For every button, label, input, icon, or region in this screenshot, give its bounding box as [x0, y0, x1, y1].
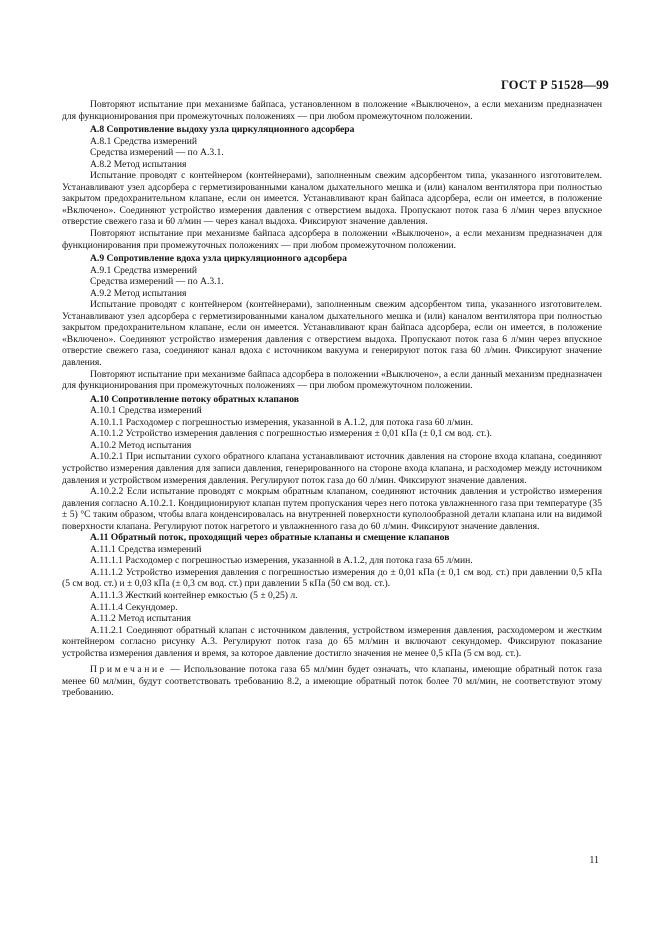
- subsection-line: Средства измерений — по А.3.1.: [90, 276, 224, 288]
- paragraph: Повторяют испытание при механизме байпаса, установленном в положение «Выключено», а если механизм предназначен для функционирования при промежуточных положениях — при любом промежуточном положении.: [62, 99, 602, 122]
- note-label: Примечание: [90, 664, 167, 676]
- subsection-line: А.10.1.1 Расходомер с погрешностью измерения, указанной в А.1.2, для потока газа 60 л/мин.: [90, 416, 473, 428]
- subsection-line: А.11.1.1 Расходомер с погрешностью измерения, указанной в А.1.2, для потока газа 65 л/мин.: [90, 555, 473, 567]
- paragraph: А.10.2.2 Если испытание проводят с мокрым обратным клапаном, соединяют источник давления и устройство измерения давления согласно А.10.2.1. Кондиционируют клапан путем пропускания через него потока увлажненного газа при температуре (35 ± 5) °С таким образом, чтобы влага конденсировалась на внутренней поверхности куполообразной детали клапана или на видимой поверхности клапана. Регулируют поток нагретого и увлажненного газа до 60 л/мин. Фиксируют значение давления.: [62, 486, 602, 532]
- section-heading-a11: А.11 Обратный поток, проходящий через обратные клапаны и смещение клапанов: [90, 532, 450, 544]
- subsection-line: А.8.2 Метод испытания: [90, 158, 187, 170]
- subsection-line: А.8.1 Средства измерений: [90, 135, 198, 147]
- section-heading-a8: А.8 Сопротивление выдоху узла циркуляционного адсорбера: [90, 124, 355, 136]
- paragraph: Повторяют испытание при механизме байпаса адсорбера в положении «Выключено», а если данный механизм предназначен для функционирования при промежуточных положениях — при любом промежуточном положении.: [62, 368, 602, 392]
- paragraph: А.11.1.2 Устройство измерения давления с погрешностью измерения до ± 0,01 кПа (± 0,1 см вод. ст.) при давлении 0,5 кПа (5 см вод. ст.) и ± 0,03 кПа (± 0,3 см вод. ст.) при давлении 5 кПа (50 см вод. ст.).: [62, 566, 602, 590]
- subsection-line: А.11.1 Средства измерений: [90, 543, 202, 555]
- paragraph: А.10.2.1 При испытании сухого обратного клапана устанавливают источник давления на стороне входа клапана, соединяют устройство измерения давления для записи давления, генерированного на стороне входа клапана, и расходомер между источником давления и устройством измерения давления. Регулируют поток газа до 60 л/мин. Фиксируют значение давления.: [62, 451, 602, 486]
- subsection-line: А.10.2 Метод испытания: [90, 439, 192, 451]
- standard-header: ГОСТ Р 51528—99: [500, 78, 609, 92]
- subsection-line: А.9.2 Метод испытания: [90, 287, 187, 299]
- paragraph: А.11.2.1 Соединяют обратный клапан с источником давления, устройством измерения давления, расходомером и жестким контейнером согласно рисунку А.3. Регулируют поток газа до 65 мл/мин и включают секундомер. Фиксируют показание устройства измерения давления и время, за которое давление достигло значения не менее 0,5 кПа (5 см вод. ст.).: [62, 624, 602, 659]
- section-heading-a9: А.9 Сопротивление вдоха узла циркуляционного адсорбера: [90, 253, 347, 265]
- subsection-line: А.10.1.2 Устройство измерения давления с погрешностью измерения ± 0,01 кПа (± 0,1 см вод. ст.).: [90, 428, 492, 440]
- subsection-line: А.10.1 Средства измерений: [90, 405, 202, 417]
- page-number: 11: [589, 855, 599, 866]
- paragraph: Повторяют испытание при механизме байпаса адсорбера в положении «Выключено», а если механизм предназначен для функционирования при промежуточных положениях — при любом промежуточном положении.: [62, 228, 602, 251]
- note-paragraph: [62, 664, 602, 699]
- subsection-line: А.11.2 Метод испытания: [90, 613, 191, 625]
- note-text: — Использование потока газа 65 мл/мин будет означать, что клапаны, имеющие обратный поток газа менее 60 мл/мин, будут соответствовать требованию 8.2, а имеющие обратный поток более 70 мл/мин, не соответствуют этому требованию.: [62, 664, 602, 699]
- subsection-line: А.11.1.4 Секундомер.: [90, 601, 178, 613]
- section-heading-a10: А.10 Сопротивление потоку обратных клапанов: [90, 393, 299, 405]
- subsection-line: Средства измерений — по А.3.1.: [90, 147, 224, 159]
- paragraph: Испытание проводят с контейнером (контейнерами), заполненным свежим адсорбентом типа, указанного изготовителем. Устанавливают узел адсорбера с герметизированными каналом дыхательного мешка и (или) каналом вентилятора при полностью закрытом предохранительном клапане, если он имеется. Устанавливают кран байпаса адсорбера, если он имеется, в положение «Включено». Соединяют устройство измерения давления с отверстием выдоха. Пропускают поток газа 6 л/мин через впускное отверстие свежего газа, соединяют канал вдоха с источником вакуума и генерируют поток газа 60 л/мин. Фиксируют значение давления.: [62, 299, 602, 369]
- subsection-line: А.9.1 Средства измерений: [90, 264, 198, 276]
- document-body: [62, 99, 602, 699]
- paragraph: Испытание проводят с контейнером (контейнерами), заполненным свежим адсорбентом типа, указанного изготовителем. Устанавливают узел адсорбера с герметизированными каналом дыхательного мешка и (или) каналом вентилятора при полностью закрытом предохранительном клапане, если он имеется. Устанавливают кран байпаса адсорбера, если он имеется, в положение «Включено». Соединяют устройство измерения давления с отверстием выдоха. Пропускают поток газа 6 л/мин через впускное отверстие свежего газа и 60 л/мин — через канал выдоха. Фиксируют значение давления.: [62, 170, 602, 228]
- subsection-line: А.11.1.3 Жесткий контейнер емкостью (5 ± 0,25) л.: [90, 589, 298, 601]
